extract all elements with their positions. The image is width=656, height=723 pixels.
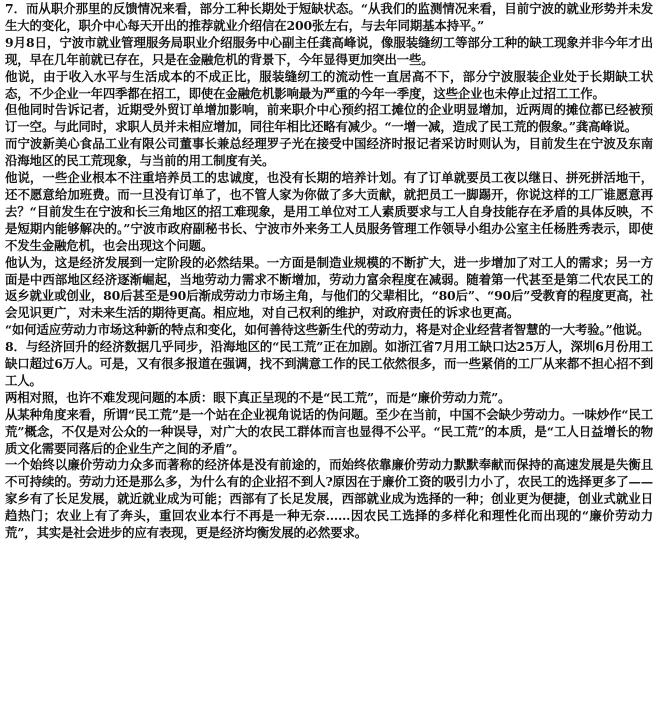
paragraph-conclusion: 一个始终以廉价劳动力众多而著称的经济体是没有前途的，而始终依靠廉价劳动力默默奉献而保持的高速发展是失衡且不可持续的。劳动力还是那么多，为什么有的企业招不到人?原因在于廉价工资的吸引力小了，农民工的选择更多了——家乡有了长足发展，就近就业成为可能；西部有了长足发展，西部就业成为选择的一种；创业更为便捷，创业式就业日趋热门；农业上有了奔头，重回农业本行不再是一种无奈……因农民工选择的多样化和理性化而出现的“廉价劳动力荒”，其实是社会进步的应有表现，更是经济均衡发展的必然要求。 (5, 457, 653, 541)
paragraph-quote: “如何适应劳动力市场这种新的特点和变化，如何善待这些新生代的劳动力，将是对企业经营者智慧的一大考验。”他说。 (5, 322, 650, 338)
paragraph-income: 他说，由于收入水平与生活成本的不成正比，服装缝纫工的流动性一直居高不下，部分宁波服装企业处于长期缺工状态，不少企业一年四季都在招工，即使在金融危机影响最为严重的今年一季度，这些企业也未停止过招工工作。 (5, 68, 653, 101)
paragraph-8-intro: 8．与经济回升的经济数据几乎同步，沿海地区的“民工荒”正在加剧。如浙江省7月用工缺口达25万人，深圳6月份用工缺口超过6万人。可是，又有很多报道在强调，找不到满意工作的民工依然很多，而一些紧俏的工厂从来都不担心招不到工人。 (5, 339, 653, 388)
paragraph-sept-8: 9月8日，宁波市就业管理服务局职业介绍服务中心副主任龚高峰说，像服装缝纫工等部分工种的缺工现象并非今年才出现，早在几年前就已存在，只是在金融危机的背景下，今年显得更加突出一些。 (5, 34, 653, 67)
paragraph-pseudo-problem: 从某种角度来看，所谓“民工荒”是一个站在企业视角说话的伪问题。至少在当前，中国不会缺少劳动力。一味炒作“民工荒”概念，不仅是对公众的一种误导，对广大的农民工群体而言也显得不公平。“民工荒”的本质，是“工人日益增长的物质文化需要同落后的企业生产之间的矛盾”。 (5, 406, 653, 456)
paragraph-essence: 两相对照，也许不难发现问题的本质：眼下真正呈现的不是“民工荒”，而是“廉价劳动力荒”。 (5, 389, 511, 405)
paragraph-7-intro: 7．而从职介那里的反馈情况来看，部分工种长期处于短缺状态。“从我们的监测情况来看，目前宁波的就业形势并未发生大的变化，职介中心每天开出的推荐就业介绍信在200张左右，与去年同期基本持平。” (5, 1, 653, 33)
paragraph-orders: 但他同时告诉记者，近期受外贸订单增加影响，前来职介中心预约招工摊位的企业明显增加，近两周的摊位都已经被预订一空。与此同时，求职人员并未相应增加，同往年相比还略有减少。“一增一减，造成了民工荒的假象。”龚高峰说。 (5, 102, 653, 135)
paragraph-luo-ziguang: 而宁波新美心食品工业有限公司董事长兼总经理罗子光在接受中国经济时报记者采访时则认为，目前发生在宁波及东南沿海地区的民工荒现象，与当前的用工制度有关。 (5, 136, 653, 169)
paragraph-loyalty: 他说，一些企业根本不注重培养员工的忠诚度，也没有长期的培养计划。有了订单就要员工夜以继日、拼死拼活地干，还不愿意给加班费。而一旦没有订单了，也不管人家为你做了多大贡献，就把员工一脚踢开，你说这样的工厂谁愿意再去？“目前发生在宁波和长三角地区的招工难现象，是用工单位对工人素质要求与工人自身技能存在矛盾的具体反映，不是短期内能够解决的。”宁波市政府副秘书长、宁波市外来务工人员服务管理工作领导小组办公室主任杨胜秀表示，即使不发生金融危机，也会出现这个问题。 (5, 170, 653, 253)
paragraph-economic-stage: 他认为，这是经济发展到一定阶段的必然结果。一方面是制造业规模的不断扩大，进一步增加了对工人的需求；另一方面是中西部地区经济逐渐崛起，当地劳动力需求不断增加，劳动力富余程度在减弱。随着第一代甚至是第二代农民工的返乡就业或创业，80后甚至是90后渐成劳动力市场主角，与他们的父辈相比，“80后”、“90后”受教育的程度更高，社会见识更广，对未来生活的期待更高。相应地，对自己权利的维护，对政府责任的诉求也更高。 (5, 254, 653, 321)
